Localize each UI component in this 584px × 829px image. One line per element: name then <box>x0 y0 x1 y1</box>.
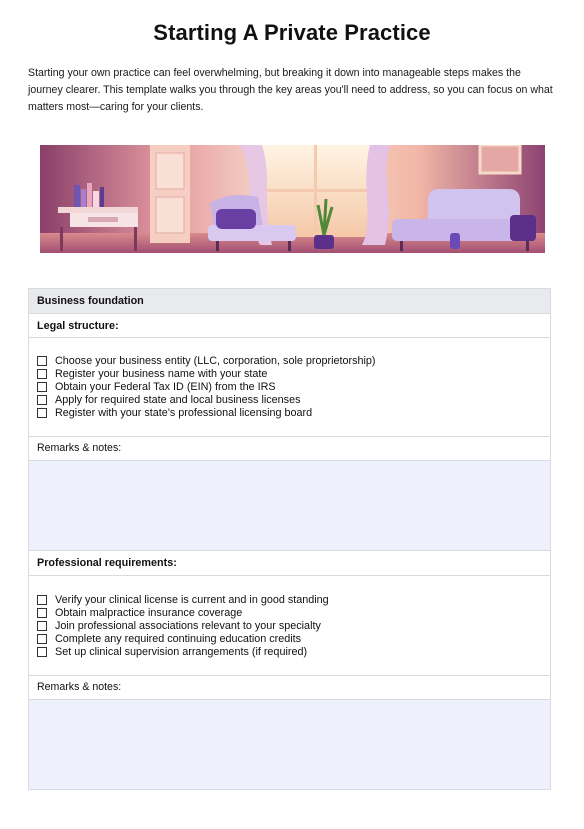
checkbox[interactable] <box>37 356 47 366</box>
checkbox[interactable] <box>37 408 47 418</box>
banner-illustration <box>40 145 545 253</box>
checklist-item[interactable] <box>37 619 550 632</box>
checkbox[interactable] <box>37 608 47 618</box>
legal-remarks-field[interactable] <box>29 461 550 551</box>
legal-structure-label: Legal structure: <box>29 314 550 338</box>
checklist-item-label: Obtain malpractice insurance coverage <box>55 606 243 619</box>
page-title: Starting A Private Practice <box>153 20 431 45</box>
checklist-item-label: Register with your state's professional licensing board <box>55 406 313 419</box>
checkbox[interactable] <box>37 621 47 631</box>
checklist-item[interactable] <box>37 393 550 406</box>
checklist-item-label: Verify your clinical license is current and in good standing <box>55 593 329 606</box>
professional-requirements-label: Professional requirements: <box>29 551 550 576</box>
checkbox[interactable] <box>37 395 47 405</box>
checklist-item-label: Choose your business entity (LLC, corporation, sole proprietorship) <box>55 354 376 367</box>
intro-paragraph: Starting your own practice can feel overwhelming, but breaking it down into manageable steps makes the journey clearer. This template walks you through the key areas you'll need to address, so you can focus on what matters most—caring for your clients. <box>28 67 553 113</box>
checkbox[interactable] <box>37 647 47 657</box>
checkbox[interactable] <box>37 382 47 392</box>
checklist-item[interactable] <box>37 406 550 419</box>
professional-remarks-label: Remarks & notes: <box>29 676 550 700</box>
checklist-item[interactable] <box>37 632 550 645</box>
legal-remarks-label: Remarks & notes: <box>29 437 550 461</box>
checklist-item-label: Complete any required continuing education credits <box>55 632 302 645</box>
checklist-item[interactable] <box>37 367 550 380</box>
legal-checklist <box>29 338 550 437</box>
checklist-item[interactable] <box>37 606 550 619</box>
checklist-item[interactable] <box>37 593 550 606</box>
checklist-item-label: Set up clinical supervision arrangements (if required) <box>55 645 308 658</box>
professional-remarks-field[interactable] <box>29 700 550 789</box>
checklist-item-label: Apply for required state and local business licenses <box>55 393 301 406</box>
section-header: Business foundation <box>29 289 550 314</box>
checklist-item-label: Obtain your Federal Tax ID (EIN) from the IRS <box>55 380 276 393</box>
checkbox[interactable] <box>37 595 47 605</box>
checklist-item-label: Join professional associations relevant to your specialty <box>55 619 321 632</box>
checklist-item-label: Register your business name with your state <box>55 367 268 380</box>
checkbox[interactable] <box>37 369 47 379</box>
checklist-item[interactable] <box>37 380 550 393</box>
checklist-item[interactable] <box>37 354 550 367</box>
living-room-illustration <box>40 145 545 253</box>
checklist-form <box>28 288 551 790</box>
professional-checklist <box>29 576 550 676</box>
checkbox[interactable] <box>37 634 47 644</box>
checklist-item[interactable] <box>37 645 550 658</box>
